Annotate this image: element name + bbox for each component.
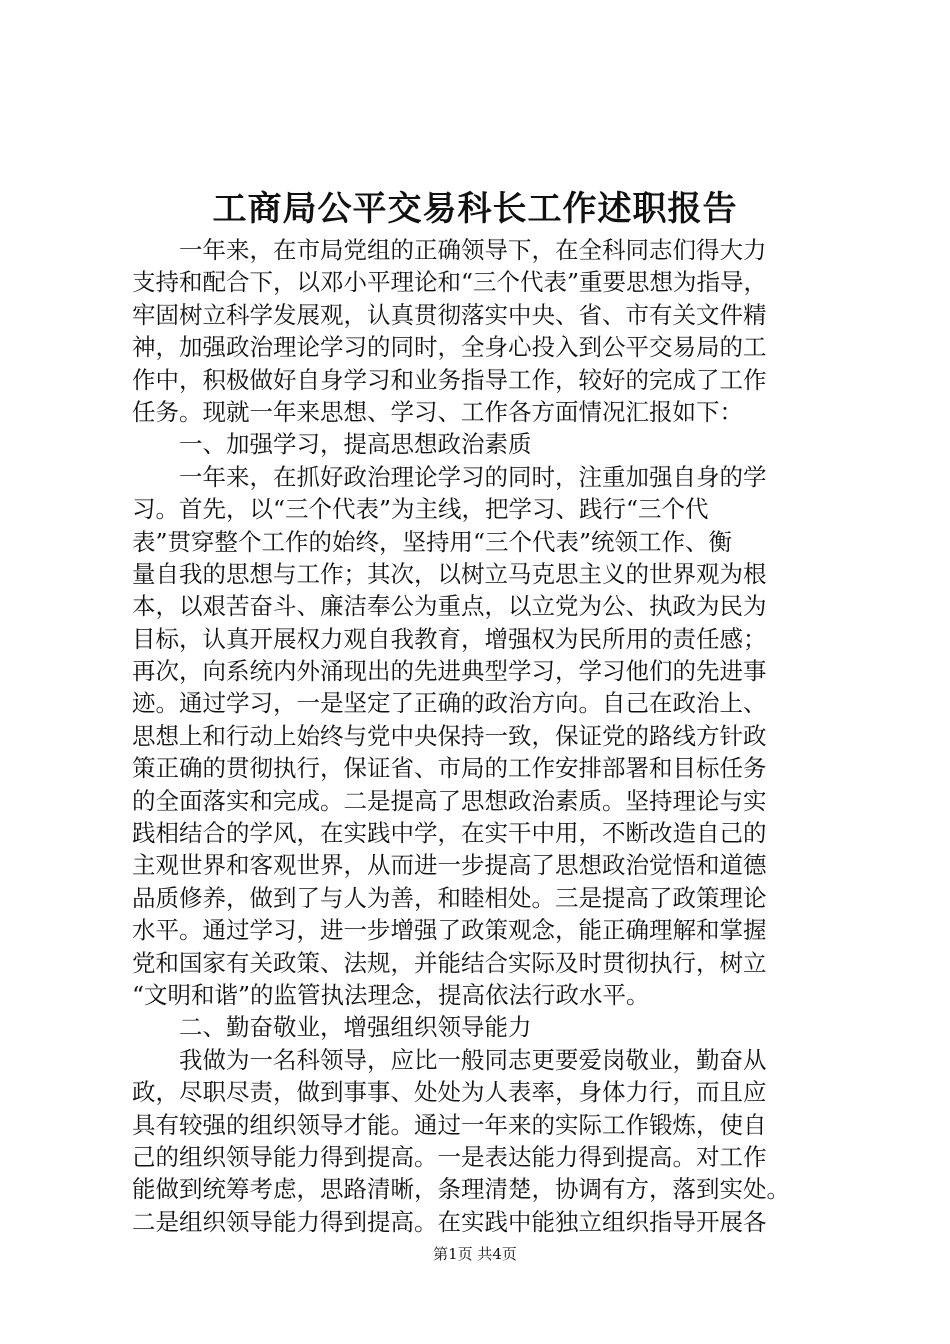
text-line: 目标，认真开展权力观自我教育，增强权为民所用的责任感； [132, 624, 767, 653]
page-footer: 第1页 共4页 [433, 1245, 517, 1263]
text-line: 思想上和行动上始终与党中央保持一致，保证党的路线方针政 [132, 721, 767, 750]
text-line: 任务。现就一年来思想、学习、工作各方面情况汇报如下： [132, 397, 743, 426]
text-line: 一年来，在市局党组的正确领导下，在全科同志们得大力 [179, 236, 767, 264]
text-line: 神，加强政治理论学习的同时，全身心投入到公平交易局的工 [132, 333, 767, 362]
text-line: 的全面落实和完成。二是提高了思想政治素质。坚持理论与实 [132, 786, 767, 815]
text-line: 牢固树立科学发展观，认真贯彻落实中央、省、市有关文件精 [132, 300, 767, 329]
text-line: 践相结合的学风，在实践中学，在实干中用，不断改造自己的 [132, 819, 767, 848]
text-line: 本，以艰苦奋斗、廉洁奉公为重点，以立党为公、执政为民为 [132, 592, 767, 621]
document-body [132, 234, 837, 1238]
text-line: 一年来，在抓好政治理论学习的同时，注重加强自身的学 [179, 462, 767, 491]
text-line: 策正确的贯彻执行，保证省、市局的工作安排部署和目标任务 [132, 754, 767, 783]
text-line: 水平。通过学习，进一步增强了政策观念，能正确理解和掌握 [132, 916, 767, 945]
text-line: 品质修养，做到了与人为善，和睦相处。三是提高了政策理论 [132, 883, 767, 912]
text-line: 政，尽职尽责，做到事事、处处为人表率，身体力行，而且应 [132, 1078, 767, 1107]
section-heading: 二、勤奋敬业，增强组织领导能力 [179, 1013, 532, 1042]
text-line: 能做到统筹考虑，思路清晰，条理清楚，协调有方，落到实处。 [132, 1175, 790, 1204]
text-line: 我做为一名科领导，应比一般同志更要爱岗敬业，勤奋从 [179, 1045, 767, 1074]
text-line: 二是组织领导能力得到提高。在实践中能独立组织指导开展各 [132, 1207, 767, 1236]
text-line: 支持和配合下，以邓小平理论和“三个代表”重要思想为指导， [132, 268, 768, 297]
text-line: 表”贯穿整个工作的始终，坚持用“三个代表”统领工作、衡 [132, 527, 733, 556]
text-line: 己的组织领导能力得到提高。一是表达能力得到提高。对工作 [132, 1142, 767, 1171]
text-line: 党和国家有关政策、法规，并能结合实际及时贯彻执行，树立 [132, 948, 767, 977]
text-line: “文明和谐”的监管执法理念，提高依法行政水平。 [132, 980, 650, 1009]
document-title: 工商局公平交易科长工作述职报告 [212, 189, 738, 229]
text-line: 迹。通过学习，一是坚定了正确的政治方向。自己在政治上、 [132, 689, 767, 718]
section-heading: 一、加强学习，提高思想政治素质 [179, 430, 532, 459]
text-line: 具有较强的组织领导才能。通过一年来的实际工作锻炼，使自 [132, 1110, 767, 1139]
text-line: 作中，积极做好自身学习和业务指导工作，较好的完成了工作 [132, 365, 767, 394]
text-line: 习。首先，以“三个代表”为主线，把学习、践行“三个代 [132, 495, 709, 524]
text-line: 量自我的思想与工作；其次，以树立马克思主义的世界观为根 [132, 559, 767, 588]
text-line: 主观世界和客观世界，从而进一步提高了思想政治觉悟和道德 [132, 851, 767, 880]
text-line: 再次，向系统内外涌现出的先进典型学习，学习他们的先进事 [132, 657, 767, 686]
